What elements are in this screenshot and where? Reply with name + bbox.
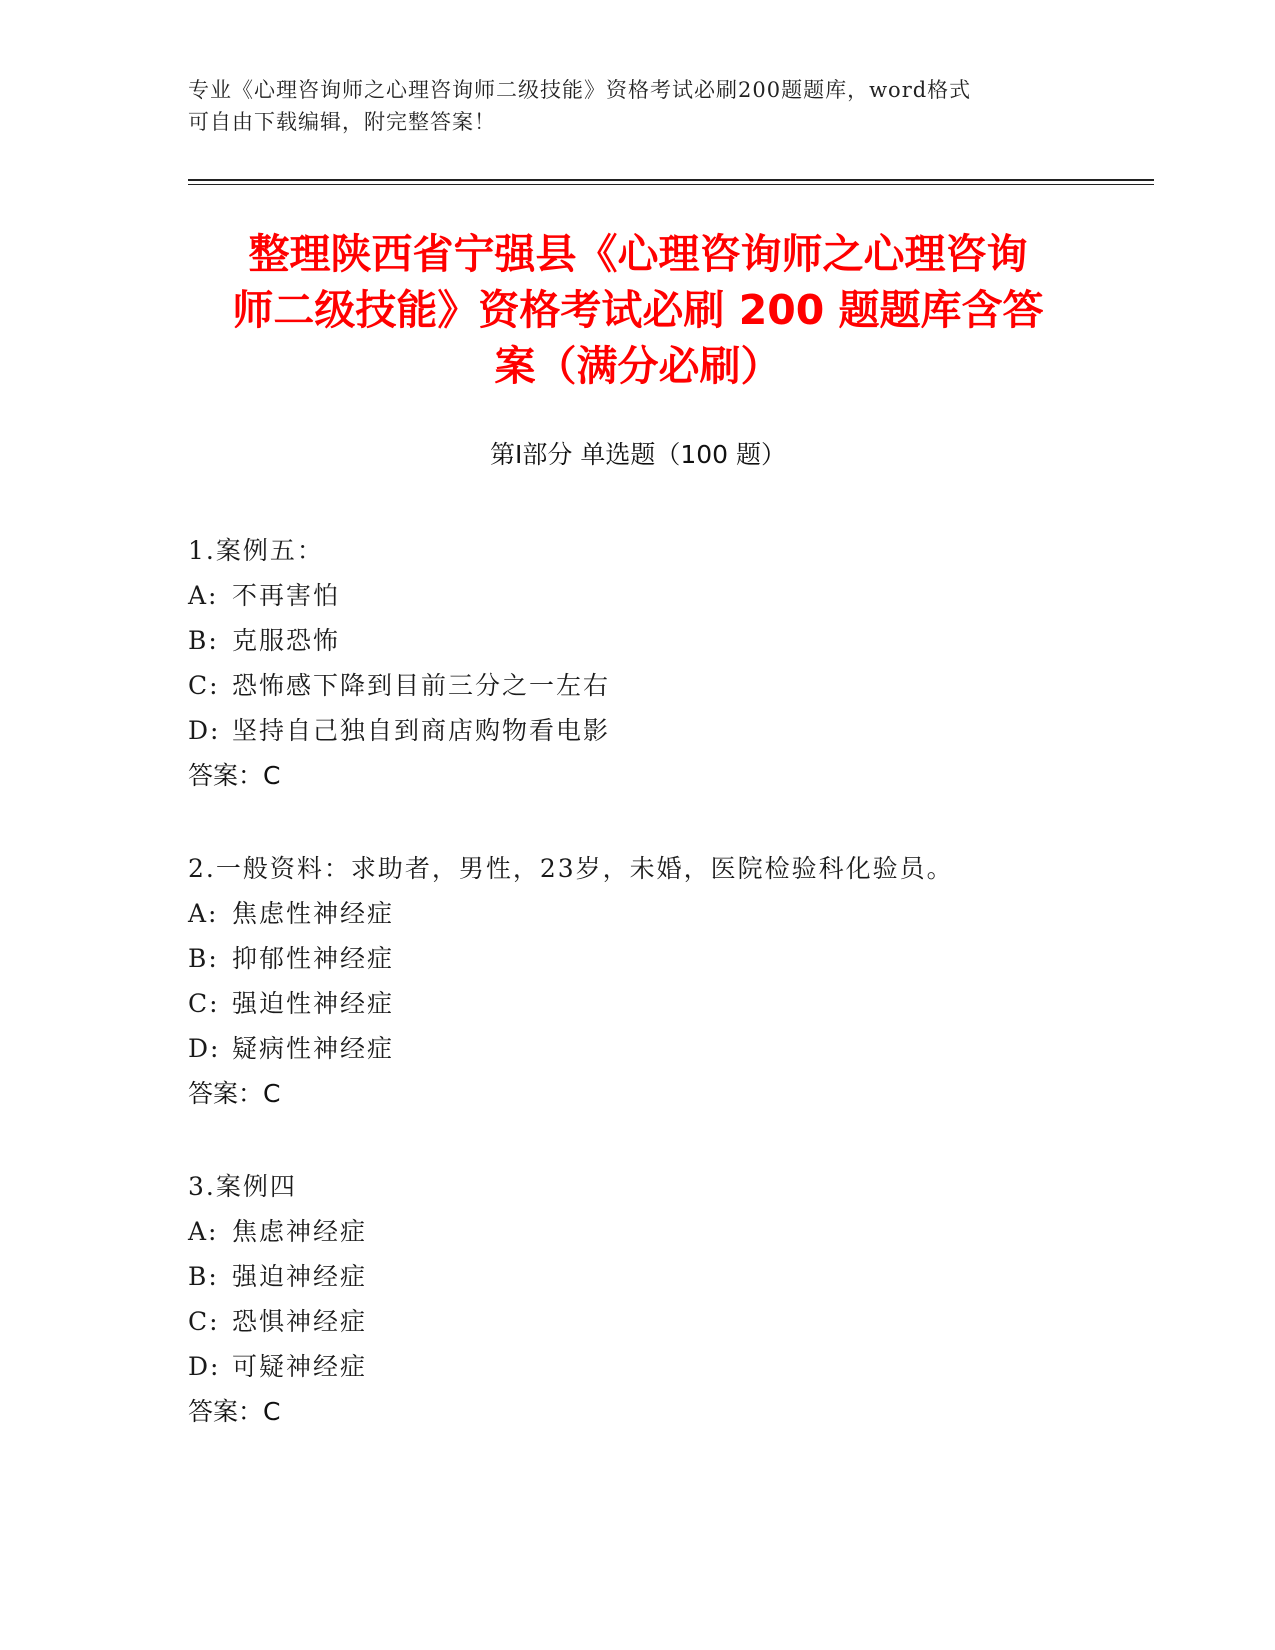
option-b	[188, 936, 1188, 981]
option-d	[188, 1344, 1188, 1389]
option-letter: D:	[188, 1034, 221, 1063]
option-text: 坚持自己独自到商店购物看电影	[232, 716, 611, 745]
option-c	[188, 663, 1188, 708]
option-text: 焦虑神经症	[232, 1217, 368, 1246]
title-line-1: 整理陕西省宁强县《心理咨询师之心理咨询	[248, 230, 1028, 278]
option-d	[188, 1026, 1188, 1071]
option-text: 强迫性神经症	[232, 989, 395, 1018]
header-note	[188, 74, 1088, 138]
answer-line: 答案：C	[188, 761, 281, 790]
option-text: 强迫神经症	[232, 1262, 368, 1291]
option-letter: A:	[188, 581, 219, 610]
question-stem: 2.一般资料：求助者，男性，23岁，未婚，医院检验科化验员。	[188, 854, 954, 883]
option-letter: A:	[188, 899, 219, 928]
answer-line: 答案：C	[188, 1079, 281, 1108]
option-letter: C:	[188, 1307, 220, 1336]
header-note-line-1: 专业《心理咨询师之心理咨询师二级技能》资格考试必刷200题题库，word格式	[188, 78, 972, 102]
option-a	[188, 573, 1188, 618]
option-letter: B:	[188, 944, 219, 973]
header-divider-thin	[188, 184, 1154, 185]
question-stem: 3.案例四	[188, 1172, 297, 1201]
option-letter: D:	[188, 1352, 221, 1381]
question-block	[188, 528, 1188, 798]
header-note-line-2: 可自由下载编辑，附完整答案！	[188, 110, 496, 134]
option-text: 恐怖感下降到目前三分之一左右	[232, 671, 611, 700]
question-block	[188, 1164, 1188, 1434]
header-divider-thick	[188, 179, 1154, 181]
document-title	[188, 226, 1088, 394]
option-letter: C:	[188, 671, 220, 700]
option-b	[188, 1254, 1188, 1299]
title-line-2: 师二级技能》资格考试必刷 200 题题库含答	[232, 286, 1044, 334]
option-text: 不再害怕	[232, 581, 341, 610]
option-text: 恐惧神经症	[232, 1307, 368, 1336]
answer-line: 答案：C	[188, 1397, 281, 1426]
option-a	[188, 891, 1188, 936]
option-letter: C:	[188, 989, 220, 1018]
option-letter: B:	[188, 1262, 219, 1291]
option-a	[188, 1209, 1188, 1254]
option-text: 抑郁性神经症	[232, 944, 395, 973]
option-letter: A:	[188, 1217, 219, 1246]
question-stem: 1.案例五：	[188, 536, 324, 565]
option-c	[188, 981, 1188, 1026]
option-text: 疑病性神经症	[232, 1034, 395, 1063]
option-text: 焦虑性神经症	[232, 899, 395, 928]
option-letter: B:	[188, 626, 219, 655]
option-text: 克服恐怖	[232, 626, 341, 655]
option-letter: D:	[188, 716, 221, 745]
option-b	[188, 618, 1188, 663]
question-block	[188, 846, 1188, 1116]
option-d	[188, 708, 1188, 753]
title-line-3: 案（满分必刷）	[494, 342, 782, 390]
option-text: 可疑神经症	[232, 1352, 368, 1381]
section-heading: 第Ⅰ部分 单选题（100 题）	[490, 440, 786, 469]
option-c	[188, 1299, 1188, 1344]
